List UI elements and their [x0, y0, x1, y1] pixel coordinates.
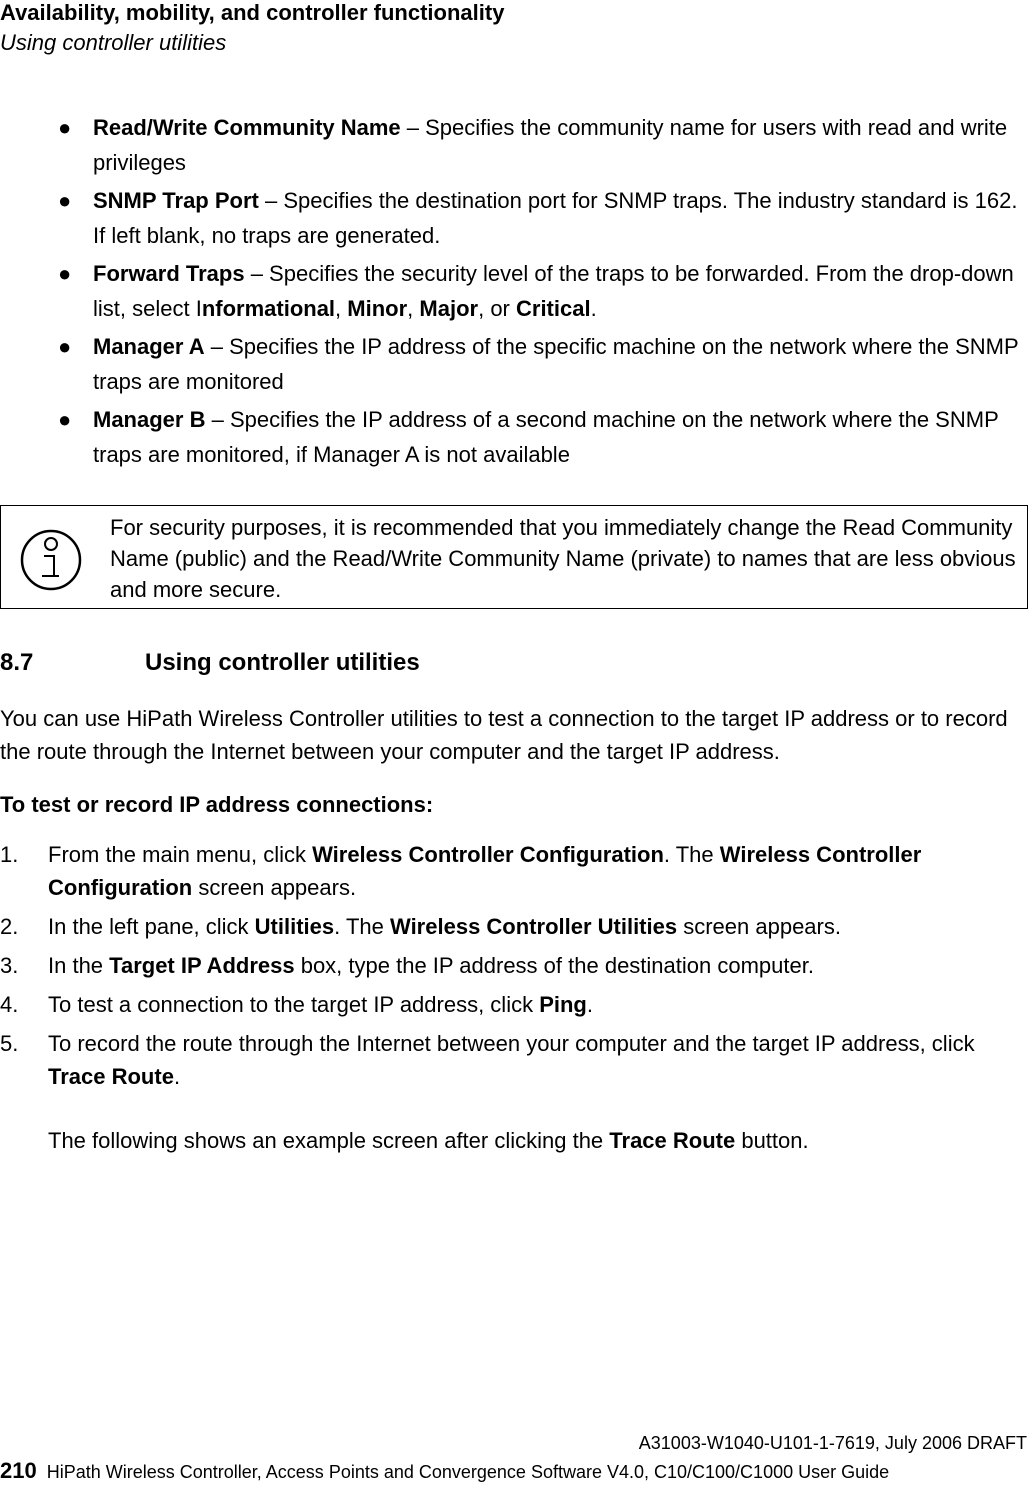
- section-intro: You can use HiPath Wireless Controller utilities to test a connection to the target IP address or to record the route through the Internet between your computer and the target IP address.: [0, 706, 1008, 764]
- section-title: Using controller utilities: [145, 649, 420, 676]
- list-item: [0, 329, 1031, 399]
- option-critical: Critical: [516, 296, 591, 321]
- step-text: In the left pane, click: [48, 914, 255, 939]
- bullet-term: Manager B: [93, 407, 206, 432]
- step-item: [0, 988, 1031, 1021]
- option-major: Major: [419, 296, 479, 321]
- step-item: [0, 1027, 1031, 1093]
- bullet-text: – Specifies the IP address of a second machine on the network where the SNMP traps are monitored, if Manager A is not available: [93, 407, 999, 467]
- step-text: .: [586, 992, 593, 1017]
- bullet-term: Manager A: [93, 334, 205, 359]
- step-text: To record the route through the Internet between your computer and the target IP address, click: [48, 1031, 975, 1056]
- step-item: [0, 949, 1031, 982]
- note-text: For security purposes, it is recommended that you immediately change the Read Community Name (public) and the Read/Write Community Name (private) to names that are less obvious and more secure.: [110, 515, 1016, 602]
- bullet-icon: ●: [58, 115, 72, 140]
- bullet-text: – Specifies the community name for users with read and write privileges: [93, 115, 1008, 175]
- list-item: [0, 110, 1031, 180]
- step-text: screen appears.: [677, 914, 841, 939]
- bullet-icon: ●: [58, 261, 72, 286]
- info-icon: [19, 528, 83, 592]
- ui-term: Ping: [539, 992, 587, 1017]
- step-text: In the: [48, 953, 110, 978]
- step-text: screen appears.: [192, 875, 357, 900]
- step-item: [0, 910, 1031, 943]
- step-number: 5.: [0, 1031, 19, 1056]
- note-box: [0, 505, 1028, 609]
- step-list: [0, 838, 1031, 1099]
- option-informational: nformational: [201, 296, 336, 321]
- ui-term: Trace Route: [609, 1128, 736, 1153]
- running-header-subtitle: Using controller utilities: [0, 30, 227, 55]
- step-text: The following shows an example screen after clicking the: [48, 1128, 610, 1153]
- separator: ,: [335, 296, 348, 321]
- bullet-text: – Specifies the IP address of the specific machine on the network where the SNMP traps are monitored: [93, 334, 1019, 394]
- ui-term: Wireless Controller Configuration: [312, 842, 664, 867]
- bullet-icon: ●: [58, 188, 72, 213]
- guide-title: HiPath Wireless Controller, Access Points and Convergence Software V4.0, C10/C100/C1000 User Guide: [46, 1462, 890, 1482]
- separator: ,: [407, 296, 420, 321]
- list-item: [0, 183, 1031, 253]
- separator: .: [590, 296, 597, 321]
- step-text: . The: [334, 914, 390, 939]
- step-text: To test a connection to the target IP address, click: [48, 992, 540, 1017]
- list-item: [0, 402, 1031, 472]
- list-item: [0, 256, 1031, 326]
- option-minor: Minor: [347, 296, 408, 321]
- after-steps-text: [48, 1124, 1028, 1157]
- ui-term: Utilities: [254, 914, 335, 939]
- step-number: 3.: [0, 953, 19, 978]
- ui-term: Wireless Controller Configuration: [48, 842, 922, 900]
- section-heading: [0, 648, 700, 678]
- bullet-term: SNMP Trap Port: [93, 188, 259, 213]
- ui-term: Trace Route: [48, 1064, 174, 1089]
- bullet-icon: ●: [58, 334, 72, 359]
- bullet-icon: ●: [58, 407, 72, 432]
- step-number: 1.: [0, 842, 19, 867]
- page-number: 210: [0, 1458, 37, 1483]
- procedure-title: To test or record IP address connections:: [0, 792, 434, 817]
- step-text: From the main menu, click: [48, 842, 313, 867]
- step-text: button.: [735, 1128, 809, 1153]
- bullet-text: – Specifies the security level of the traps to be forwarded. From the drop-down list, select I: [93, 261, 1014, 321]
- step-text: box, type the IP address of the destination computer.: [294, 953, 814, 978]
- step-text: .: [173, 1064, 181, 1089]
- bullet-text: – Specifies the destination port for SNMP traps. The industry standard is 162. If left blank, no traps are generated.: [93, 188, 1018, 248]
- bullet-term: Forward Traps: [93, 261, 245, 286]
- step-number: 2.: [0, 914, 19, 939]
- ui-term: Wireless Controller Utilities: [390, 914, 678, 939]
- running-header-title: Availability, mobility, and controller functionality: [0, 0, 505, 25]
- bullet-list: [0, 110, 1031, 475]
- step-text: . The: [663, 842, 720, 867]
- bullet-term: Read/Write Community Name: [93, 115, 401, 140]
- ui-term: Target IP Address: [109, 953, 295, 978]
- separator: , or: [478, 296, 516, 321]
- step-item: [0, 838, 1031, 904]
- section-number: 8.7: [0, 649, 34, 676]
- footer: [0, 1458, 1031, 1485]
- footer-doc-id: A31003-W1040-U101-1-7619, July 2006 DRAFT: [638, 1433, 1027, 1453]
- step-number: 4.: [0, 992, 19, 1017]
